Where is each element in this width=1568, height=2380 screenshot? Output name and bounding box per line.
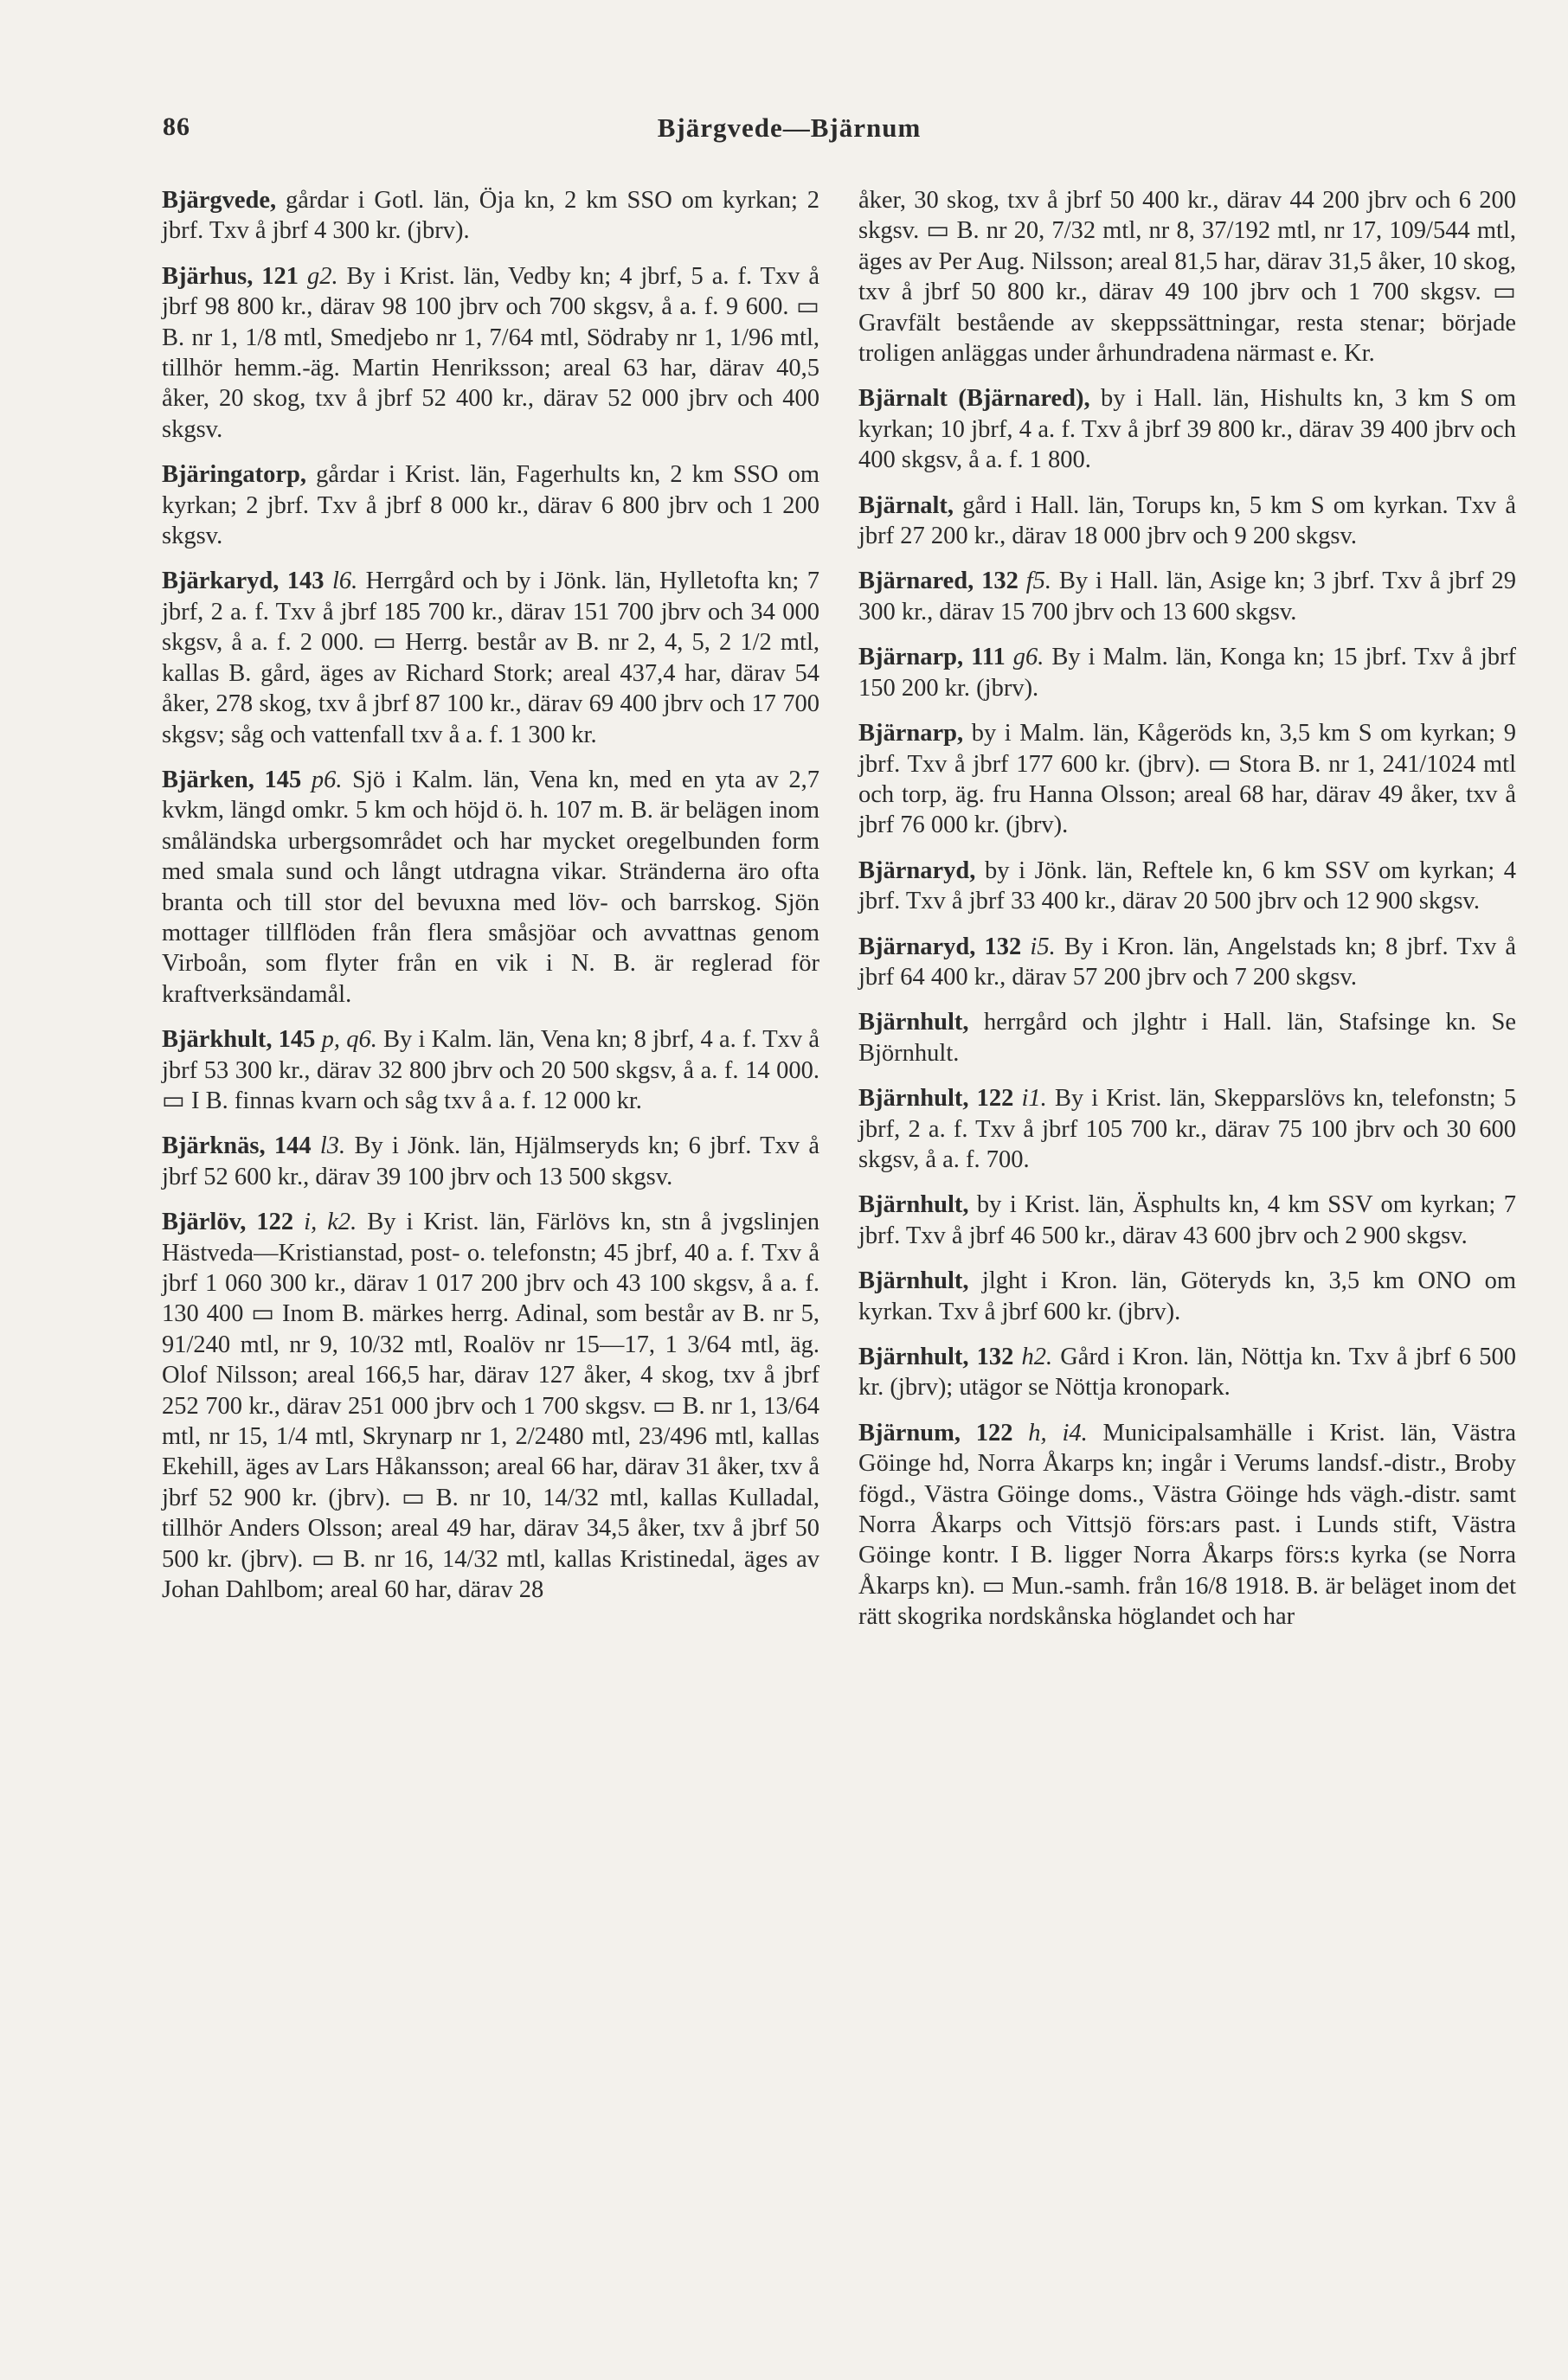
map-reference: i5. [1021,933,1056,960]
gazetteer-entry [858,718,1516,841]
entry-headword: Bjärgvede, [162,187,277,214]
gazetteer-entry [858,566,1516,627]
entry-text: by i Hall. län, Hishults kn, 3 km S om kyrkan; 10 jbrf, 4 a. f. Txv å jbrf 39 800 kr., därav 39 400 jbrv och 400 skgsv, å a. f. 1 800. [858,385,1516,474]
entry-text: By i Malm. län, Konga kn; 15 jbrf. Txv å jbrf 150 200 kr. (jbrv). [858,644,1516,702]
entry-text: By i Krist. län, Färlövs kn, stn å jvgslinjen Hästveda—Kristianstad, post- o. telefonstn; 45 jbrf, 40 a. f. Txv å jbrf 1 060 300 kr., därav 1 017 200 jbrv och 43 100 skgsv, å a. f. 130 400 ▭ Inom B. märkes herrg. Adinal, som består av B. nr 5, 91/240 mtl, nr 9, 10/32 mtl, Roalöv nr 15—17, 1 3/64 mtl, äg. Olof Nilsson; areal 166,5 har, därav 127 åker, 4 skog, txv å jbrf 252 700 kr., därav 251 000 jbrv och 1 700 skgsv. ▭ B. nr 1, 13/64 mtl, nr 15, 1/4 mtl, Skrynarp nr 1, 2/2480 mtl, 23/496 mtl, kallas Ekehill, äges av Lars Håkansson; areal 66 har, därav 31 åker, txv å jbrf 52 900 kr. (jbrv). ▭ B. nr 10, 14/32 mtl, kallas Kulladal, tillhör Anders Olsson; areal 49 har, därav 34,5 åker, txv å jbrf 50 500 kr. (jbrv). ▭ B. nr 16, 14/32 mtl, kallas Kristinedal, äges av Johan Dahlbom; areal 60 har, därav 28 [162,1209,819,1604]
entry-text: gårdar i Krist. län, Fagerhults kn, 2 km SSO om kyrkan; 2 jbrf. Txv å jbrf 8 000 kr., därav 6 800 jbrv och 1 200 skgsv. [162,461,819,550]
gazetteer-entry [162,459,819,551]
gazetteer-entry [858,1342,1516,1403]
entry-headword: Bjärnarp, [858,720,964,747]
gazetteer-entry [858,1418,1516,1633]
entry-headword: Bjärnarp, 111 [858,644,1006,671]
entry-headword: Bjärnalt, [858,491,954,519]
right-column [858,185,1516,1647]
gazetteer-entry [858,185,1516,369]
gazetteer-entry [162,765,819,1010]
gazetteer-entry [858,491,1516,552]
running-head: Bjärgvede—Bjärnum [657,112,922,143]
map-reference: f5. [1018,568,1051,595]
gazetteer-entry [858,1266,1516,1327]
entry-headword: Bjärnaryd, 132 [858,933,1022,960]
map-reference: i1. [1013,1085,1047,1113]
entry-text: By i Krist. län, Skepparslövs kn, telefonstn; 5 jbrf, 2 a. f. Txv å jbrf 105 700 kr., därav 75 100 jbrv och 30 600 skgsv, å a. f. 700. [858,1085,1516,1173]
gazetteer-entry [858,642,1516,703]
entry-text: By i Jönk. län, Hjälmseryds kn; 6 jbrf. Txv å jbrf 52 600 kr., därav 39 100 jbrv och 13 500 skgsv. [162,1132,819,1190]
page-header [163,112,1416,147]
gazetteer-entry [162,1024,819,1116]
entry-text: åker, 30 skog, txv å jbrf 50 400 kr., därav 44 200 jbrv och 6 200 skgsv. ▭ B. nr 20, 7/32 mtl, nr 8, 37/192 mtl, nr 17, 109/544 mtl, äges av Per Aug. Nilsson; areal 81,5 har, därav 31,5 åker, 10 skog, txv å jbrf 50 800 kr., därav 49 100 jbrv och 1 700 skgsv. ▭ Gravfält bestående av skeppssättningar, resta stenar; började troligen anläggas under århundradena närmast e. Kr. [858,187,1516,368]
entry-text: By i Hall. län, Asige kn; 3 jbrf. Txv å jbrf 29 300 kr., därav 15 700 jbrv och 13 600 skgsv. [858,568,1516,625]
gazetteer-entry [858,1083,1516,1175]
entry-headword: Bjärnhult, 132 [858,1344,1014,1370]
entry-text: Sjö i Kalm. län, Vena kn, med en yta av 2,7 kvkm, längd omkr. 5 km och höjd ö. h. 107 m. B. är belägen inom småländska urbergsområdet och har mycket oregelbunden form med smala sund och långt utdragna vikar. Stränderna äro ofta branta och till stor del bevuxna med löv- och barrskog. Sjön mottager tillflöden från flera småsjöar och avvattnas genom Virboån, som flyter från en vik i N. B. är reglerad för kraftverksändamål. [162,766,820,1008]
page-number: 86 [163,112,190,141]
entry-text: Gård i Kron. län, Nöttja kn. Txv å jbrf 6 500 kr. (jbrv); utägor se Nöttja kronopark. [858,1344,1516,1402]
entry-headword: Bjärnalt (Bjärnared), [858,385,1090,413]
entry-text: By i Kron. län, Angelstads kn; 8 jbrf. Txv å jbrf 64 400 kr., därav 57 200 jbrv och 7 200 skgsv. [858,933,1516,991]
gazetteer-entry [858,1007,1516,1068]
entry-headword: Bjärken, 145 [162,766,302,793]
entry-text: gårdar i Gotl. län, Öja kn, 2 km SSO om kyrkan; 2 jbrf. Txv å jbrf 4 300 kr. (jbrv). [162,187,819,245]
entry-headword: Bjärhus, 121 [162,262,299,290]
entry-headword: Bjärkhult, 145 [162,1026,316,1054]
entry-headword: Bjärnum, 122 [858,1419,1013,1447]
map-reference: p, q6. [315,1026,377,1054]
entry-headword: Bjärnhult, [858,1267,969,1295]
entry-headword: Bjärnhult, 122 [858,1085,1014,1113]
gazetteer-entry [162,185,819,247]
gazetteer-entry [858,1190,1516,1251]
entry-headword: Bjärkaryd, 143 [162,568,325,595]
entry-text: herrgård och jlghtr i Hall. län, Stafsinge kn. Se Björnhult. [858,1009,1516,1067]
entry-headword: Bjärnaryd, [858,856,976,884]
gazetteer-entry [162,566,819,749]
entry-text: by i Krist. län, Äsphults kn, 4 km SSV om kyrkan; 7 jbrf. Txv å jbrf 46 500 kr., därav 43 600 jbrv och 2 900 skgsv. [858,1191,1516,1249]
gazetteer-entry [858,856,1516,917]
entry-headword: Bjärnhult, [858,1191,969,1219]
entry-text: by i Malm. län, Kågeröds kn, 3,5 km S om kyrkan; 9 jbrf. Txv å jbrf 177 600 kr. (jbrv). ▭ Stora B. nr 1, 241/1024 mtl och torp, äg. fru Hanna Olsson; areal 68 har, därav 49 åker, txv å jbrf 76 000 kr. (jbrv). [858,720,1516,839]
entry-text: jlght i Kron. län, Göteryds kn, 3,5 km ONO om kyrkan. Txv å jbrf 600 kr. (jbrv). [858,1267,1516,1325]
entry-text: By i Kalm. län, Vena kn; 8 jbrf, 4 a. f. Txv å jbrf 53 300 kr., därav 32 800 jbrv och 20 500 skgsv, å a. f. 14 000. ▭ I B. finnas kvarn och såg txv å a. f. 12 000 kr. [162,1026,819,1114]
map-reference: h, i4. [1012,1419,1088,1447]
left-column [162,185,819,1620]
gazetteer-entry [858,932,1516,993]
entry-text: By i Krist. län, Vedby kn; 4 jbrf, 5 a. f. Txv å jbrf 98 800 kr., därav 98 100 jbrv och 700 skgsv, å a. f. 9 600. ▭ B. nr 1, 1/8 mtl, Smedjebo nr 1, 7/64 mtl, Södraby nr 1, 1/96 mtl, tillhör hemm.-äg. Martin Henriksson; areal 63 har, därav 40,5 åker, 20 skog, txv å jbrf 52 400 kr., därav 52 000 jbrv och 400 skgsv. [162,262,820,443]
gazetteer-entry [162,1131,819,1192]
map-reference: p6. [301,766,343,793]
entry-text: by i Jönk. län, Reftele kn, 6 km SSV om kyrkan; 4 jbrf. Txv å jbrf 33 400 kr., därav 20 500 jbrv och 12 900 skgsv. [858,856,1516,915]
entry-text: gård i Hall. län, Torups kn, 5 km S om kyrkan. Txv å jbrf 27 200 kr., därav 18 000 jbrv och 9 200 skgsv. [858,491,1516,550]
entry-headword: Bjärlöv, 122 [162,1209,294,1236]
gazetteer-entry [162,261,819,445]
entry-headword: Bjärnared, 132 [858,568,1019,595]
map-reference: h2. [1013,1344,1053,1370]
entry-text: Municipalsamhälle i Krist. län, Västra Göinge hd, Norra Åkarps kn; ingår i Verums landsf.-distr., Broby fögd., Västra Göinge doms., Västra Göinge hds vägh.-distr. samt Norra Åkarps och Vittsjö förs:ars past. i Lunds stift, Västra Göinge kontr. I B. ligger Norra Åkarps förs:s kyrka (se Norra Åkarps kn). ▭ Mun.-samh. från 16/8 1918. B. är beläget inom det rätt skogrika nordskånska höglandet och har [858,1419,1517,1631]
entry-text: Herrgård och by i Jönk. län, Hylletofta kn; 7 jbrf, 2 a. f. Txv å jbrf 185 700 kr., därav 151 700 jbrv och 34 000 skgsv, å a. f. 2 000. ▭ Herrg. består av B. nr 2, 4, 5, 2 1/2 mtl, kallas B. gård, äges av Richard Stork; areal 437,4 har, därav 54 åker, 278 skog, txv å jbrf 87 100 kr., därav 69 400 jbrv och 17 700 skgsv; såg och vattenfall txv å a. f. 1 300 kr. [162,568,820,748]
gazetteer-entry [162,1207,819,1605]
map-reference: g2. [299,262,338,290]
map-reference: l6. [324,568,358,595]
gazetteer-entry [858,383,1516,475]
entry-headword: Bjäringatorp, [162,461,307,489]
map-reference: g6. [1005,644,1044,671]
entry-headword: Bjärnhult, [858,1009,969,1036]
map-reference: l3. [311,1132,346,1160]
entry-headword: Bjärknäs, 144 [162,1132,312,1160]
map-reference: i, k2. [293,1209,357,1236]
